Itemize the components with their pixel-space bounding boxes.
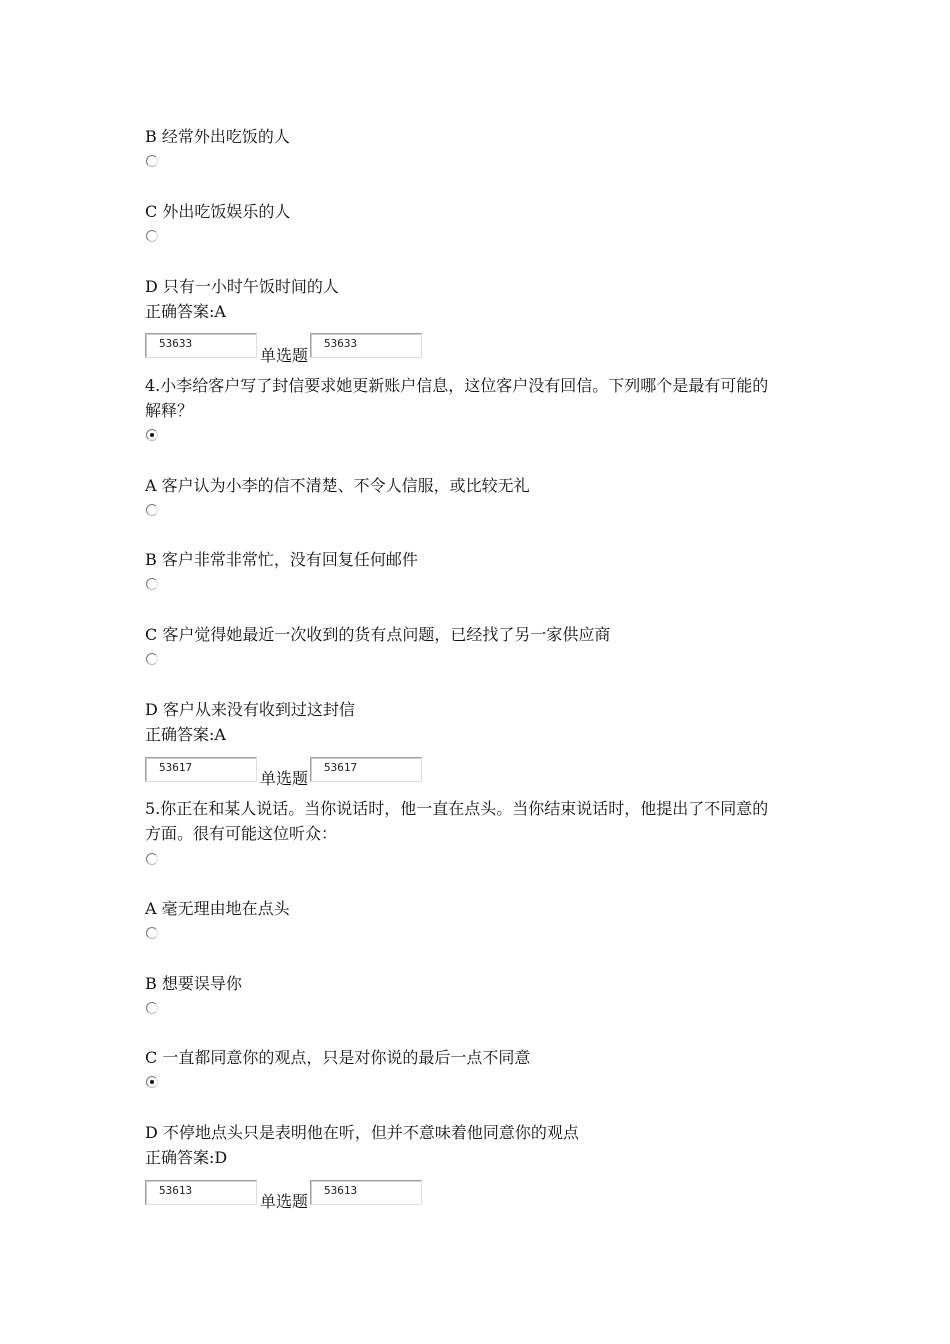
question-type-label: 单选题 [260,1192,309,1211]
question-id-field[interactable]: 53617 [145,757,257,782]
correct-answer: 正确答案:A [145,302,226,321]
option-text: B 客户非常非常忙，没有回复任何邮件 [145,550,418,569]
question-id-field[interactable]: 53633 [310,333,422,358]
option-radio[interactable] [146,578,158,590]
option-text: B 经常外出吃饭的人 [145,127,290,146]
option-radio[interactable] [146,504,158,516]
option-text: A 客户认为小李的信不清楚、不令人信服，或比较无礼 [145,476,530,495]
option-radio[interactable] [146,653,158,665]
option-text: C 一直都同意你的观点，只是对你说的最后一点不同意 [145,1048,531,1067]
option-text: A 毫无理由地在点头 [145,899,290,918]
option-text: B 想要误导你 [145,974,242,993]
question-text: 方面。很有可能这位听众： [145,824,338,843]
question-type-label: 单选题 [260,346,309,365]
question-id-field[interactable]: 53613 [310,1180,422,1205]
option-radio[interactable] [146,1076,158,1088]
correct-answer: 正确答案:A [145,725,226,744]
question-id-field[interactable]: 53633 [145,333,257,358]
option-radio[interactable] [146,155,158,167]
option-text: D 客户从来没有收到过这封信 [145,700,355,719]
option-radio[interactable] [146,1002,158,1014]
question-text: 解释？ [145,401,194,420]
question-text: 5.你正在和某人说话。当你说话时，他一直在点头。当你结束说话时，他提出了不同意的 [145,799,769,818]
question-type-label: 单选题 [260,769,309,788]
option-radio[interactable] [146,230,158,242]
question-radio[interactable] [146,429,158,441]
question-text: 4.小李给客户写了封信要求她更新账户信息，这位客户没有回信。下列哪个是最有可能的 [145,376,769,395]
question-radio[interactable] [146,853,158,865]
option-text: C 外出吃饭娱乐的人 [145,202,291,221]
question-id-field[interactable]: 53617 [310,757,422,782]
option-text: C 客户觉得她最近一次收到的货有点问题，已经找了另一家供应商 [145,625,611,644]
correct-answer: 正确答案:D [145,1148,228,1167]
option-text: D 只有一小时午饭时间的人 [145,277,339,296]
question-id-field[interactable]: 53613 [145,1180,257,1205]
option-radio[interactable] [146,927,158,939]
option-text: D 不停地点头只是表明他在听，但并不意味着他同意你的观点 [145,1123,579,1142]
